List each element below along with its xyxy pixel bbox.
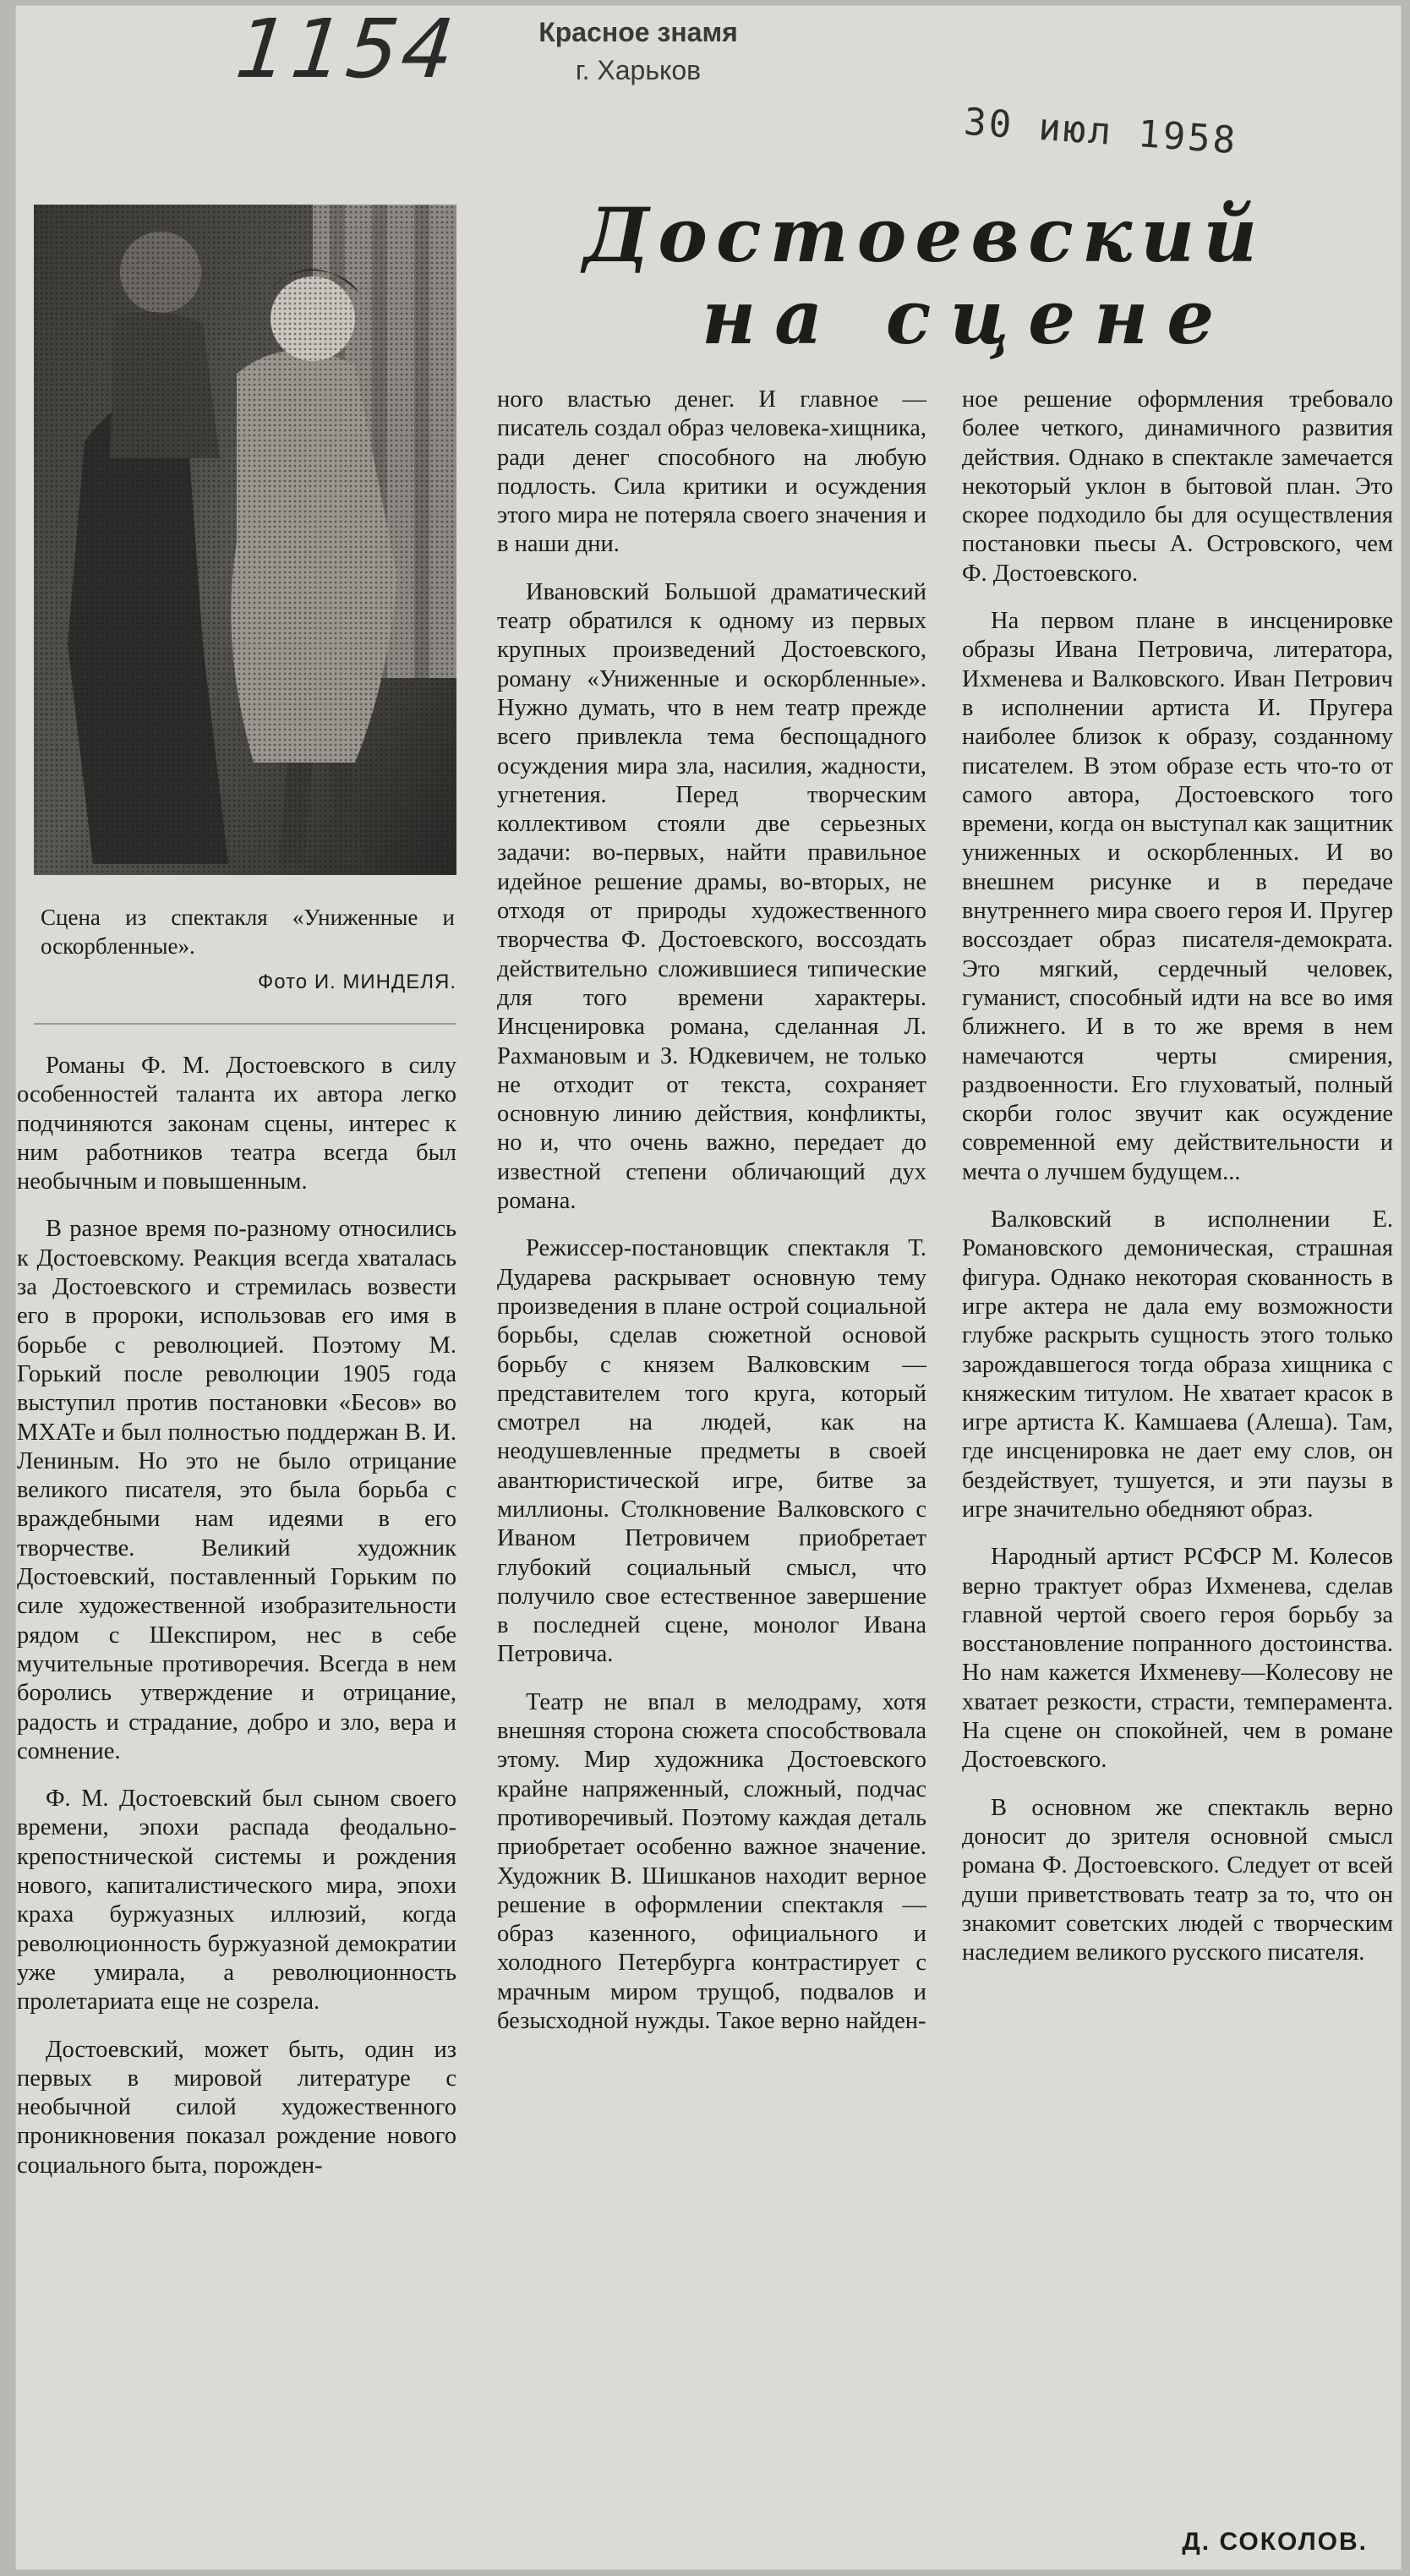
paragraph: Театр не впал в мелодраму, хотя внешняя сторона сюжета способствовала этому. Мир художника Достоевского крайне напряженный, сложный, подчас противоречивый. Поэтому каждая деталь приобретает особенно важное значение. Художник В. Шишканов находит верное решение в оформлении спектакля — образ казенного, официального и холодного Петербурга контрастирует с мрачным миром трущоб, подвалов и безысходной нужды. Такое верно найден- — [497, 1688, 926, 2035]
paragraph: ное решение оформления требовало более четкого, динамичного развития действия. Однако в спектакле замечается некоторый уклон в бытовой план. Это скорее подходило бы для осуществления постановки пьесы А. Островского, чем Ф. Достоевского. — [962, 386, 1393, 587]
handwritten-archive-number: 1154 — [232, 2, 462, 96]
paragraph: Ивановский Большой драматический театр обратился к одному из первых крупных произведений Достоевского, роману «Униженные и оскорбленные». Нужно думать, что в нем театр прежде всего привлекла тема беспощадного осуждения мира зла, насилия, жадности, угнетения. Перед творческим коллективом стояли две серьезных задачи: во-первых, найти правильное идейное решение драмы, во-вторых, не отходя от природы художественного творчества Ф. Достоевского, воссоздать действительно сложившиеся типические для того времени характеры. Инсценировка романа, сделанная Л. Рахмановым и З. Юдкевичем, не только не отходит от текста, сохраняет основную линию действия, конфликты, но и, что очень важно, передает до известной степени обличающий дух романа. — [497, 578, 926, 1215]
article-column-2 — [497, 386, 926, 2054]
paragraph: В основном же спектакль верно доносит до зрителя основной смысл романа Ф. Достоевского. Следует от всей души приветствовать театр за то, что он знакомит советских людей с творческим наследием великого русского писателя. — [962, 1794, 1393, 1966]
paragraph: На первом плане в инсценировке образы Ивана Петровича, литератора, Ихменева и Валковского. Иван Петрович в исполнении артиста И. Пругера наиболее близок к образу, созданному писателем. В этом образе есть что-то от самого автора, Достоевского того времени, когда он выступал как защитник униженных и оскорбленных. И во внешнем рисунке и в передаче внутреннего мира своего героя И. Пругер воссоздает образ писателя-демократа. Это мягкий, сердечный человек, гуманист, способный идти на все во имя ближнего. И в то же время в нем намечаются черты смирения, раздвоенности. Его глуховатый, полный скорби голос звучит как осуждение современной ему действительности и мечта о лучшем будущем... — [962, 608, 1393, 1185]
paragraph: ного властью денег. И главное — писатель создал образ человека-хищника, ради денег способного на любую подлость. Сила критики и осуждения этого мира не потеряла своего значения и в наши дни. — [497, 386, 926, 558]
headline-line-2: на сцене — [702, 272, 1233, 361]
article-headline — [583, 191, 1344, 361]
paragraph: Романы Ф. М. Достоевского в силу особенностей таланта их автора легко подчиняются законам сцены, интерес к ним работников театра всегда был необычным и повышенным. — [17, 1053, 456, 1195]
caption-divider — [34, 1023, 456, 1025]
publication-header — [499, 17, 778, 86]
paragraph: Народный артист РСФСР М. Колесов верно трактует образ Ихменева, сделав главной чертой своего героя борьбу за восстановление попранного достоинства. Но нам кажется Ихменеву—Колесову не хватает резкости, страсти, темперамента. На сцене он спокойней, чем в романе Достоевского. — [962, 1544, 1393, 1774]
photo-illustration — [34, 205, 456, 875]
headline-line-1: Достоевский — [583, 191, 1266, 279]
theatre-scene-photo — [34, 205, 456, 875]
paragraph: Валковский в исполнении Е. Романовского демоническая, страшная фигура. Однако некоторая скованность в игре актера не дала ему возможности глубже раскрыть сущность этого только зарождавшегося тогда образа хищника с княжеским титулом. Не хватает красок в игре артиста К. Камшаева (Алеша). Там, где инсценировка не дает ему слов, он бездействует, тушуется, и эти паузы в игре значительно обедняют образ. — [962, 1206, 1393, 1523]
paragraph: Достоевский, может быть, один из первых в мировой литературе с необычной силой художественного проникновения показал рождение нового социального быта, порожден- — [17, 2036, 456, 2179]
article-column-3 — [962, 386, 1393, 1986]
author-signature: Д. СОКОЛОВ. — [1182, 2528, 1368, 2556]
publication-name: Красное знамя — [538, 17, 738, 47]
article-column-1 — [17, 1052, 456, 2199]
paragraph: Режиссер-постановщик спектакля Т. Дударева раскрывает основную тему произведения в плане острой социальной борьбы, сделав сюжетной основой борьбу с князем Валковским — представителем того круга, который смотрел на людей, как на неодушевленные предметы в своей авантюристической игре, битве за миллионы. Столкновение Валковского с Иваном Петровичем приобретает глубокий социальный смысл, что получило свое естественное завершение в последней сцене, монолог Ивана Петровича. — [497, 1235, 926, 1668]
paragraph: В разное время по-разному относились к Достоевскому. Реакция всегда хваталась за Достоевского и стремилась возвести его в пророки, использовав его имя в борьбе с революцией. Поэтому М. Горький после революции 1905 года выступил против постановки «Бесов» во МХАТе и был полностью поддержан В. И. Лениным. Но это не было отрицание великого писателя, это была борьба с враждебными нам идеями в его творчестве. Великий художник Достоевский, поставленный Горьким по силе художественной изобразительности рядом с Шекспиром, нес в себе мучительные противоречия. Всегда в нем боролись утверждение и отрицание, радость и страдание, добро и зло, вера и сомнение. — [17, 1216, 456, 1764]
date-stamp: 30 июл 1958 — [962, 100, 1239, 163]
paragraph: Ф. М. Достоевский был сыном своего времени, эпохи распада феодально-крепостнической системы и рождения нового, капиталистического мира, эпохи краха буржуазных иллюзий, когда революционность буржуазной демократии уже умирала, а революционность пролетариата еще не созрела. — [17, 1786, 456, 2015]
photo-credit: Фото И. МИНДЕЛЯ. — [258, 971, 456, 993]
photo-caption: Сцена из спектакля «Униженные и оскорбленные». — [41, 905, 455, 959]
publication-city: г. Харьков — [575, 55, 702, 85]
